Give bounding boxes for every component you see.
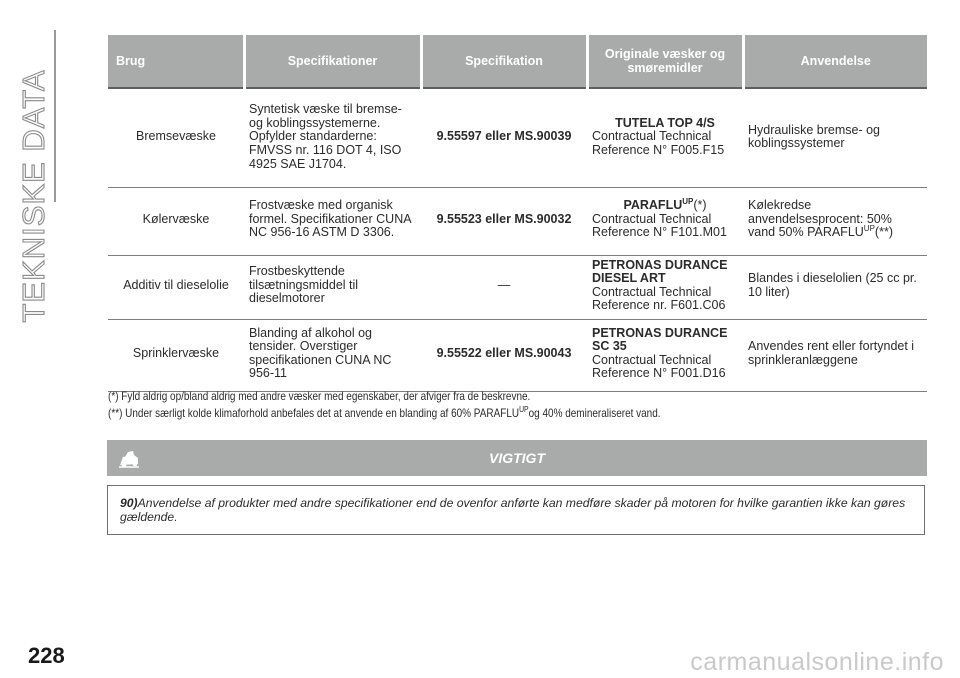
fluid-footnote-mark: (*) [693, 198, 707, 213]
warning-body [107, 485, 925, 535]
application-footnote-mark: (**) [874, 225, 893, 240]
cell-code: — [421, 255, 587, 319]
application-trademark: UP [863, 224, 875, 234]
cell-code: 9.55597 eller MS.90039 [421, 88, 587, 187]
column-header-fluids: Originale væsker og smøremidler [587, 35, 743, 88]
cell-fluid [587, 88, 743, 187]
warning-header [107, 440, 927, 476]
application-text: Kølekredse anvendelsesprocent: 50% vand 50% PARAFLU [748, 198, 892, 240]
table-footnotes [108, 388, 925, 422]
cell-specs: Syntetisk væske til bremse- og koblingssystemerne. Opfylder standarderne: FMVSS nr. 116 DOT 4, ISO 4925 SAE J1704. [244, 88, 421, 187]
table-row [108, 255, 927, 319]
warning-number: 90) [120, 496, 138, 510]
fluid-name: PETRONAS DURANCE DIESEL ART [592, 257, 728, 286]
footnote-2-text-end: og 40% demineraliseret vand. [528, 407, 661, 420]
cell-application [743, 187, 927, 255]
table-row [108, 187, 927, 255]
table-header-row [108, 35, 927, 88]
fluid-reference: Contractual Technical Reference nr. F601.C06 [592, 284, 726, 313]
page-number: 228 [28, 643, 65, 668]
cell-specs: Frostbeskyttende tilsætningsmiddel til dieselmotorer [244, 255, 421, 319]
fluid-reference: Contractual Technical Reference N° F001.D16 [592, 352, 726, 381]
cell-fluid [587, 255, 743, 319]
column-header-spec: Specifikation [421, 35, 587, 88]
cell-code: 9.55523 eller MS.90032 [421, 187, 587, 255]
column-header-specs: Specifikationer [244, 35, 421, 88]
watermark: carmanualsonline.info [690, 648, 944, 676]
warning-text: Anvendelse af produkter med andre specifikationer end de ovenfor anførte kan medføre skader på motoren for hvilke garantien ikke kan gøres gældende. [120, 496, 906, 524]
fluid-name-line [592, 196, 738, 213]
fluid-trademark: UP [682, 196, 694, 206]
fluid-reference: Contractual Technical Reference N° F101.M01 [592, 211, 727, 240]
footnote-2 [108, 405, 925, 422]
fluid-reference: Contractual Technical Reference N° F005.F15 [592, 129, 725, 158]
column-header-use: Brug [108, 35, 244, 88]
fluid-name: TUTELA TOP 4/S [615, 115, 715, 130]
fluid-name: PARAFLU [623, 198, 683, 213]
table-row [108, 319, 927, 391]
cell-application: Anvendes rent eller fortyndet i sprinkleranlæggene [743, 319, 927, 391]
fluid-spec-table [108, 35, 927, 392]
cell-code: 9.55522 eller MS.90043 [421, 319, 587, 391]
cell-use: Additiv til dieselolie [108, 255, 244, 319]
cell-use: Kølervæske [108, 187, 244, 255]
footnote-2-trademark: UP [519, 405, 529, 415]
side-divider [54, 30, 56, 202]
footnote-1: (*) Fyld aldrig op/bland aldrig med andre væsker med egenskaber, der afviger fra de beskrevne. [108, 390, 531, 403]
cell-application: Hydrauliske bremse- og koblingssystemer [743, 88, 927, 187]
warning-title: VIGTIGT [489, 450, 545, 466]
cell-specs: Frostvæske med organisk formel. Specifikationer CUNA NC 956-16 ASTM D 3306. [244, 187, 421, 255]
cell-specs: Blanding af alkohol og tensider. Overstiger specifikationen CUNA NC 956-11 [244, 319, 421, 391]
fluid-name: PETRONAS DURANCE SC 35 [592, 325, 728, 354]
footnote-2-text: (**) Under særligt kolde klimaforhold anbefales det at anvende en blanding af 60% PARAFLU [108, 407, 520, 420]
section-side-title: TEKNISKE DATA [16, 69, 51, 323]
cell-application: Blandes i dieselolien (25 cc pr. 10 liter) [743, 255, 927, 319]
column-header-application: Anvendelse [743, 35, 927, 88]
cell-fluid [587, 187, 743, 255]
cell-fluid [587, 319, 743, 391]
cell-use: Bremsevæske [108, 88, 244, 187]
cell-use: Sprinklervæske [108, 319, 244, 391]
table-row [108, 88, 927, 187]
